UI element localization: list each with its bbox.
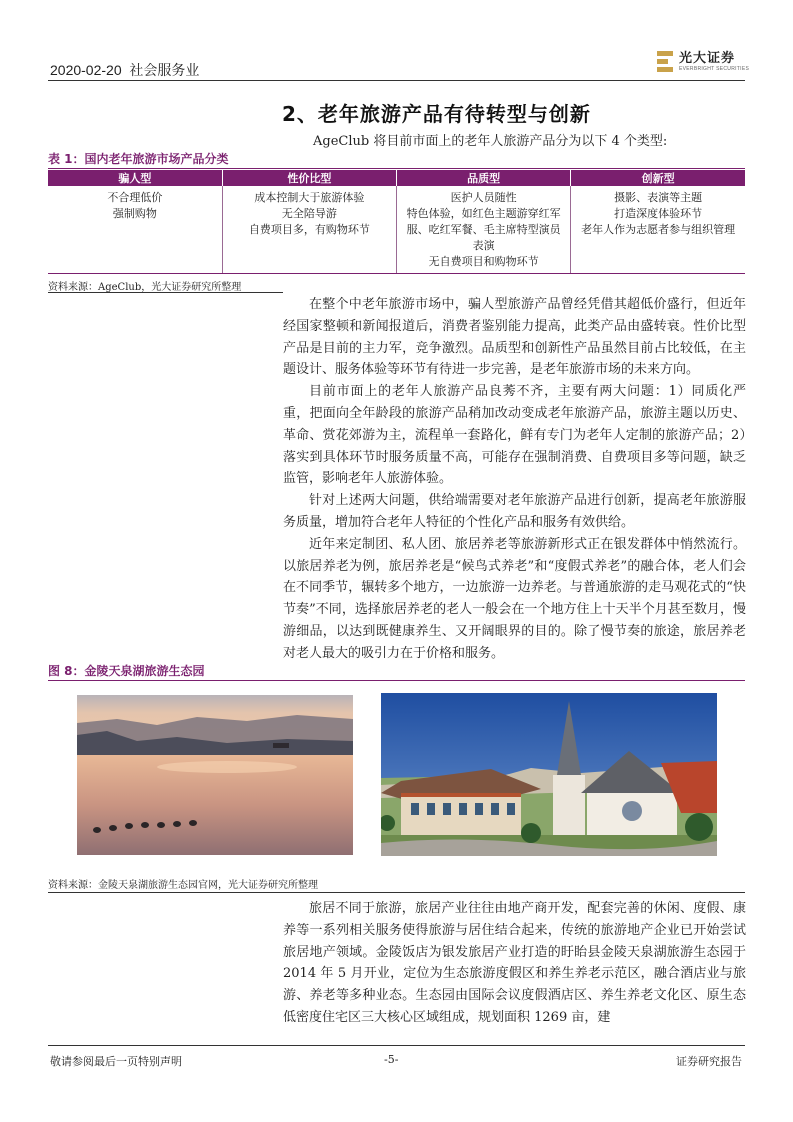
- lake-photo-image: [77, 695, 353, 855]
- table-header-cell: 品质型: [397, 170, 571, 186]
- brand-name-en: EVERBRIGHT SECURITIES: [679, 66, 750, 72]
- report-header: [50, 60, 199, 80]
- table-caption-rule: [48, 168, 745, 169]
- footer-divider: [48, 1045, 745, 1046]
- brand-logo: [657, 50, 749, 74]
- section-title: 2、老年旅游产品有待转型与创新: [282, 102, 591, 126]
- source-rule: [48, 892, 745, 893]
- header-divider: [48, 80, 745, 81]
- table-cell: 摄影、表演等主题 打造深度体验环节 老年人作为志愿者参与组织管理: [571, 186, 745, 274]
- figure-caption: 图 8：金陵天泉湖旅游生态园: [48, 664, 205, 678]
- paragraph: 旅居不同于旅游，旅居产业往往由地产商开发，配套完善的休闲、度假、康养等一系列相关服务使得旅游与居住结合起来，传统的旅游地产企业已开始尝试旅居地产领域。金陵饭店为银发旅居产业打造的盱眙县金陵天泉湖旅游生态园于 2014 年 5 月开业，定位为生态旅游度假区和养生养老示范区，融合酒店业与旅游、养老等多种业态。生态园由国际会议度假酒店区、养生养老文化区、原生态低密度住宅区三大核心区域组成，规划面积 1269 亩，建: [283, 901, 746, 1025]
- table-cell: 成本控制大于旅游体验 无全陪导游 自费项目多，有购物环节: [222, 186, 396, 274]
- table-cell: 医护人员随性 特色体验，如红色主题游穿红军 服、吃红军餐、毛主席特型演员 表演 无自费项目和购物环节: [397, 186, 571, 274]
- resort-photo-image: [381, 693, 717, 856]
- report-date: 2020-02-20: [50, 62, 122, 78]
- paragraph: 在整个中老年旅游市场中，骗人型旅游产品曾经凭借其超低价盛行，但近年经国家整顿和新闻报道后，消费者鉴别能力提高，此类产品由盛转衰。性价比型产品是目前的主力军，竞争激烈。品质型和创新性产品虽然目前占比较低，在主题设计、服务体验等环节有待进一步完善，是老年旅游市场的未来方向。: [283, 297, 746, 378]
- logo-mark-icon: [657, 51, 673, 73]
- figure-source: 资料来源：金陵天泉湖旅游生态园官网，光大证券研究所整理: [48, 880, 318, 891]
- resort-photo: [381, 693, 717, 856]
- table-source: 资料来源：AgeClub，光大证券研究所整理: [48, 282, 242, 293]
- table-cell: 不合理低价 强制购物: [48, 186, 222, 274]
- page-number: -5-: [384, 1053, 399, 1066]
- section-intro: AgeClub 将目前市面上的老年人旅游产品分为以下 4 个类型:: [313, 134, 668, 149]
- footer-disclaimer: 敬请参阅最后一页特别声明: [50, 1055, 182, 1068]
- table-header-cell: 创新型: [571, 170, 745, 186]
- lake-photo: [77, 695, 353, 855]
- paragraph: 针对上述两大问题，供给端需要对老年旅游产品进行创新，提高老年旅游服务质量，增加符合老年人特征的个性化产品和服务有效供给。: [283, 493, 746, 530]
- figure-caption-rule: [48, 680, 745, 681]
- table-header-cell: 骗人型: [48, 170, 222, 186]
- table-header-row: [48, 170, 745, 186]
- table-header-cell: 性价比型: [222, 170, 396, 186]
- brand-name: 光大证券: [679, 51, 736, 66]
- product-classification-table: [48, 170, 745, 274]
- table-row: [48, 186, 745, 274]
- source-rule: [48, 292, 283, 293]
- paragraph: 近年来定制团、私人团、旅居养老等旅游新形式正在银发群体中悄然流行。以旅居养老为例，旅居养老是“候鸟式养老”和“度假式养老”的融合体，老人们会在不同季节，辗转多个地方，一边旅游一边养老。与普通旅游的走马观花式的“快节奏”不同，选择旅居养老的老人一般会在一个地方住上十天半个月甚至数月，慢游细品，以达到既健康养生、又开阔眼界的目的。除了慢节奏的旅途，旅居养老对老人最大的吸引力在于价格和服务。: [283, 536, 746, 661]
- footer-report-type: 证券研究报告: [676, 1055, 742, 1068]
- industry-label: 社会服务业: [129, 62, 200, 78]
- body-text-b: [283, 898, 746, 1029]
- table-caption: 表 1：国内老年旅游市场产品分类: [48, 152, 229, 166]
- paragraph: 目前市面上的老年人旅游产品良莠不齐，主要有两大问题：1）同质化严重，把面向全年龄段的旅游产品稍加改动变成老年旅游产品，旅游主题以历史、革命、赏花郊游为主，流程单一套路化，鲜有专门为老年人定制的旅游产品；2）落实到具体环节时服务质量不高，可能存在强制消费、自费项目多等问题，缺乏监管，影响老年人旅游体验。: [283, 384, 746, 487]
- body-text-a: [283, 294, 746, 665]
